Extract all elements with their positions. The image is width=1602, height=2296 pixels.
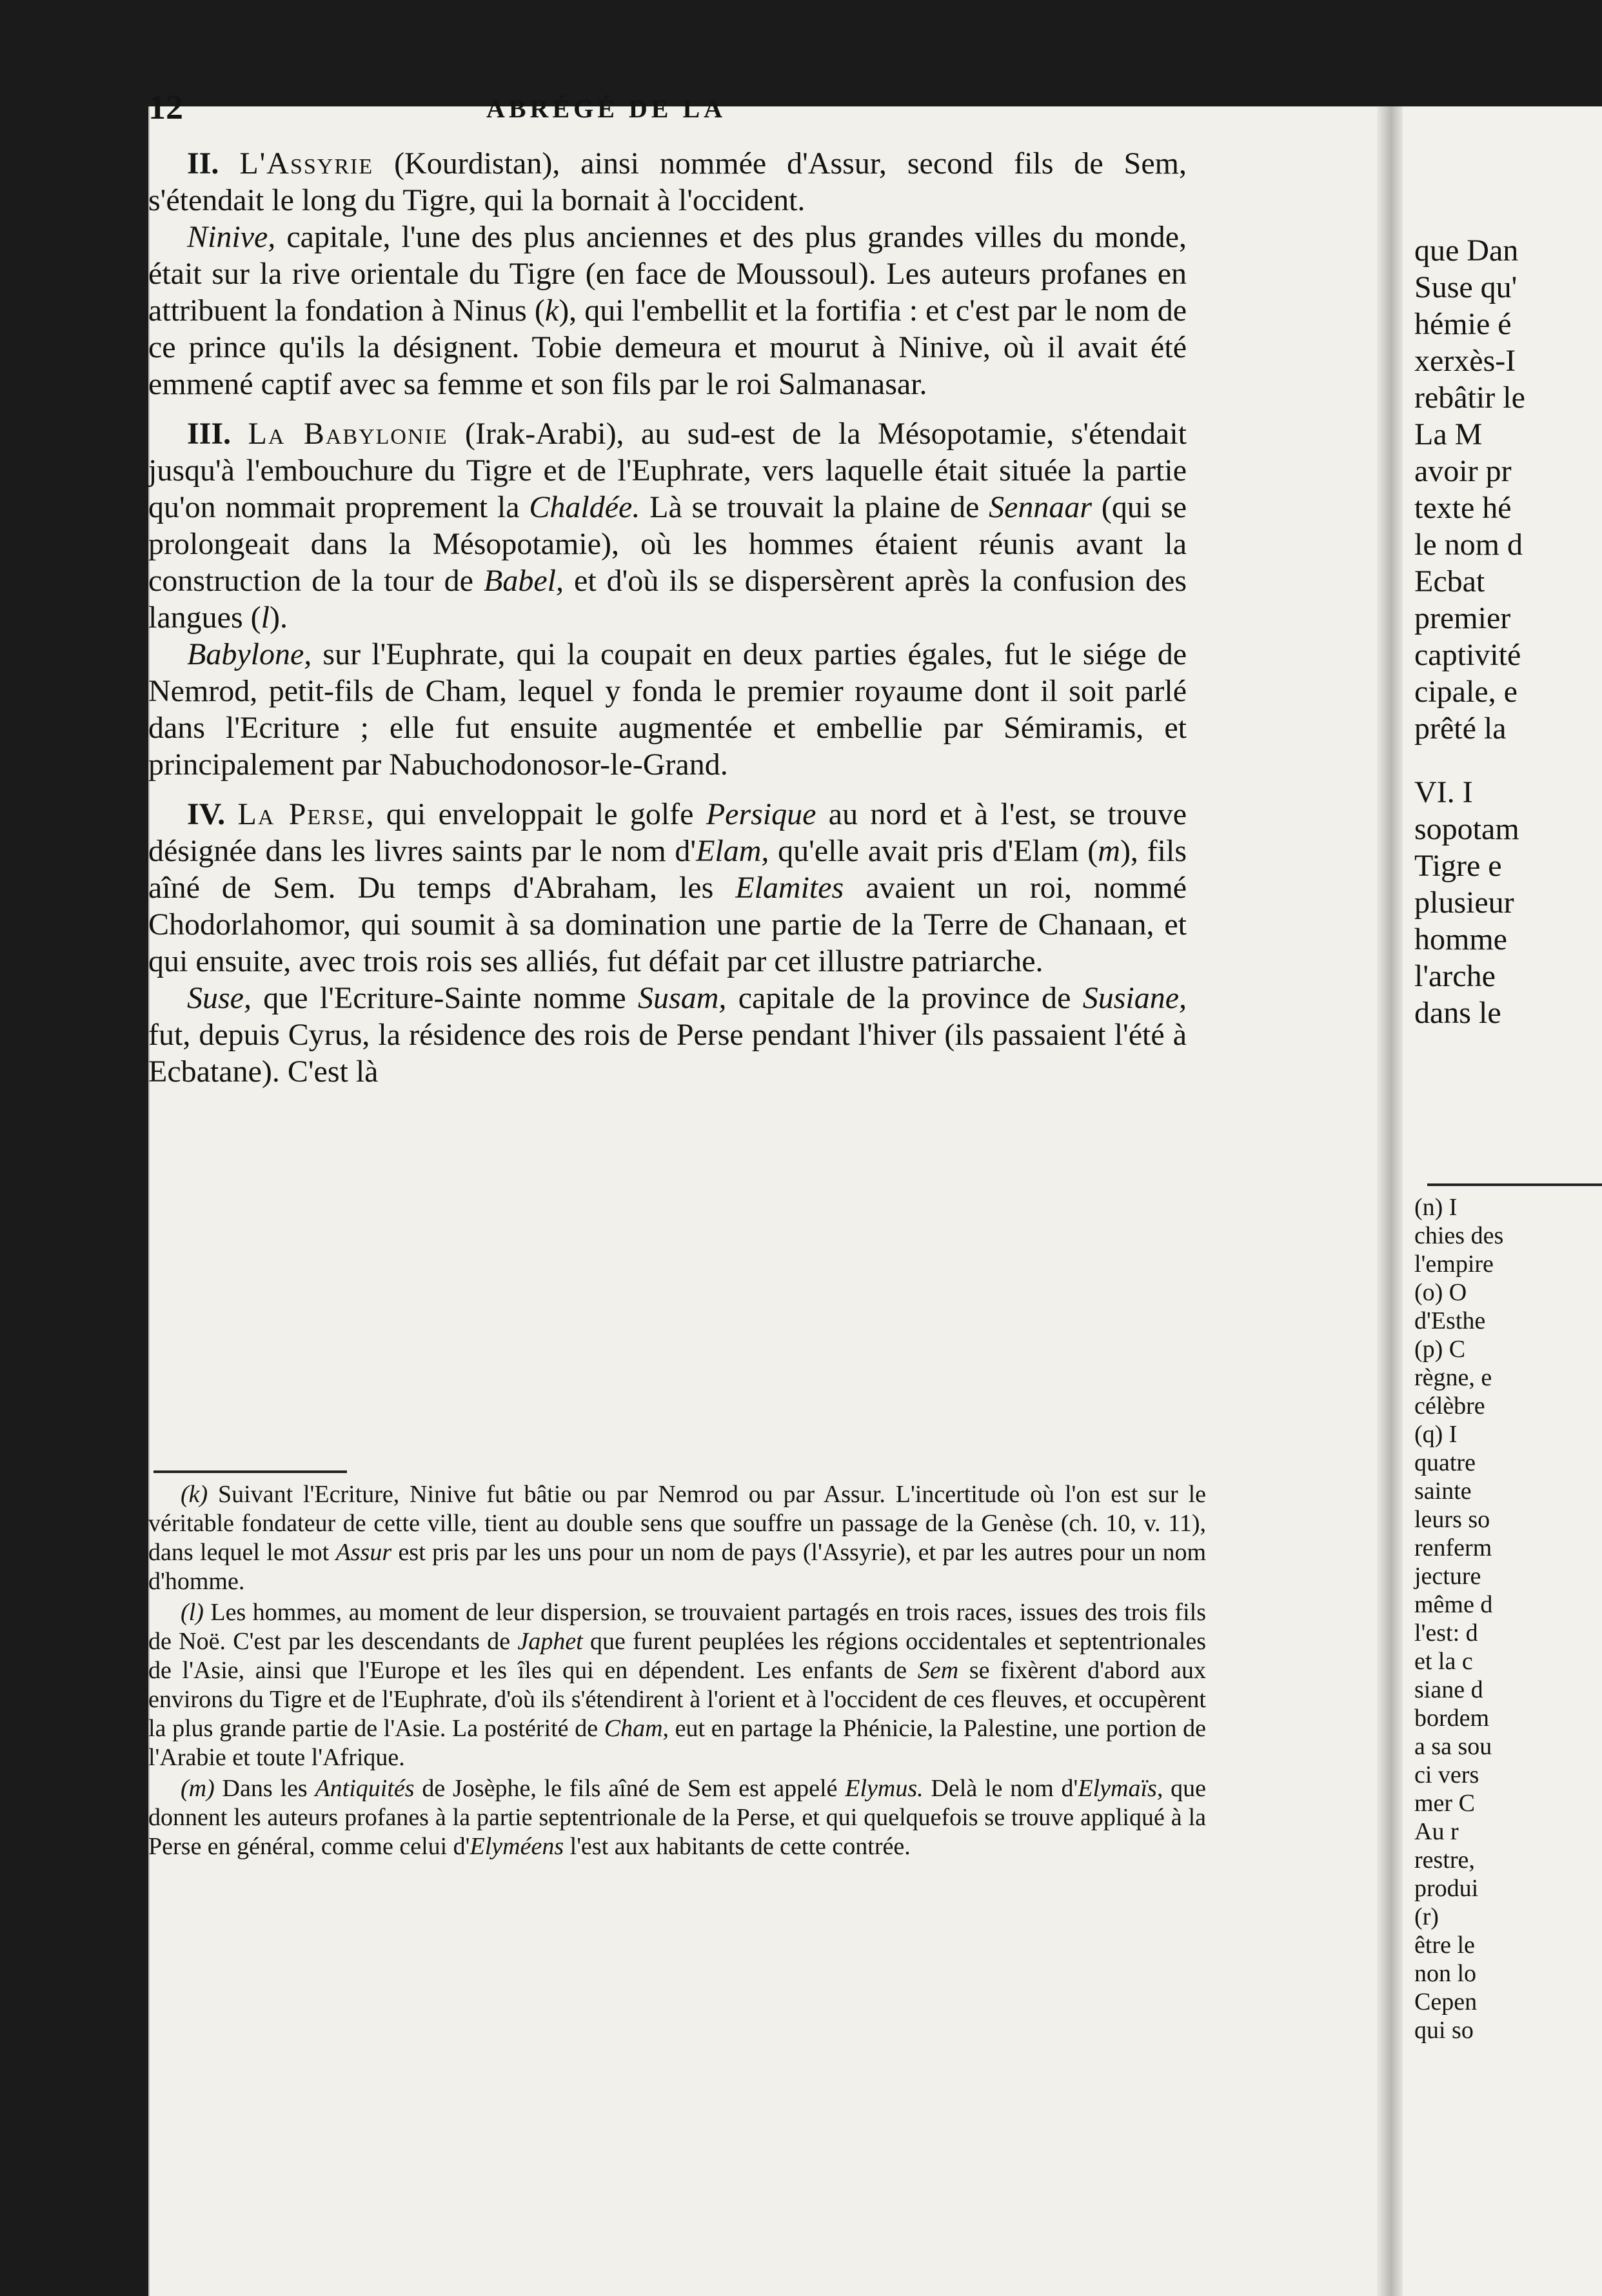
right-page-line: (n) I <box>1414 1194 1458 1221</box>
footnote-text: est pris par les uns pour un nom de pays (l'Assyrie), et par les autres pour un nom d'homme. <box>148 1539 1207 1595</box>
right-page-line: sainte <box>1414 1478 1472 1505</box>
right-page-line: produi <box>1414 1875 1479 1902</box>
right-page-line: leurs so <box>1414 1506 1490 1533</box>
paragraph-text: capitale, l'une des plus anciennes et des plus grandes villes du monde, était sur la rive orientale du Tigre (en face de Moussoul). Les auteurs profanes en attribuent la fondation à Ninus ( <box>148 220 1187 328</box>
place-name: Elam, <box>696 834 769 868</box>
footnote-text: l'est aux habitants de cette contrée. <box>564 1833 911 1860</box>
footnote-text: Delà le nom d' <box>923 1775 1078 1802</box>
footnote-m <box>148 1774 1206 1861</box>
place-name: Susiane, <box>1082 981 1187 1015</box>
paragraph-babylone <box>148 636 1187 783</box>
right-page-line: sopotam <box>1414 812 1519 846</box>
page-number: 12 <box>148 88 183 126</box>
footnote-text: Suivant l'Ecriture, Ninive fut bâtie ou par Nemrod ou par Assur. L'incertitude où l'on est sur le véritable fondateur de cette ville, tient au double sens que souffre un passage de la Genèse (ch. 10, v. 11), dans lequel le mot <box>148 1481 1206 1566</box>
italic-term: Cham, <box>604 1715 669 1742</box>
right-page-line: que Dan <box>1414 233 1519 268</box>
right-page-line: plusieur <box>1414 886 1514 920</box>
right-page-line: célèbre <box>1414 1392 1485 1420</box>
paragraph-ninive <box>148 219 1187 402</box>
right-page-line: hémie é <box>1414 307 1512 341</box>
paragraph-text: ). <box>269 600 288 635</box>
right-page-line: chies des <box>1414 1222 1504 1249</box>
footnote-k <box>148 1480 1206 1596</box>
right-page-line: et la c <box>1414 1648 1473 1675</box>
footnote-text: eut en partage la Phénicie, la Palestine, une portion de l'Arabie et toute l'Afrique. <box>148 1715 1206 1771</box>
paragraph-suse <box>148 980 1187 1090</box>
city-name: Ninive, <box>187 220 276 254</box>
right-page-line: rebâtir le <box>1414 381 1525 415</box>
footnote-text: Les hommes, au moment de leur dispersion, se trouvaient partagés en trois races, issues des trois fils de Noë. C'est par les descendants de <box>148 1599 1206 1655</box>
right-page-line: La M <box>1414 417 1483 451</box>
footnote-mark: (k) <box>181 1481 208 1508</box>
footnote-text: que donnent les auteurs profanes à la partie septentrionale de la Perse, et qui quelquefois se trouve appliqué à la Perse en général, comme celui d' <box>148 1775 1207 1860</box>
section-number: III. <box>187 417 232 451</box>
right-page-line: cipale, e <box>1414 675 1518 709</box>
right-page-line: dans le <box>1414 996 1501 1030</box>
footnote-ref: k <box>544 293 559 328</box>
paragraph-text: qu'elle avait pris d'Elam ( <box>769 834 1098 868</box>
right-page-line: jecture <box>1414 1563 1481 1590</box>
right-page-line: Au r <box>1414 1818 1459 1845</box>
right-page-line: le nom d <box>1414 528 1523 562</box>
italic-term: Sem <box>917 1657 959 1684</box>
paragraph-text: que l'Ecriture-Sainte nomme <box>251 981 638 1015</box>
right-page-line: mer C <box>1414 1790 1475 1817</box>
italic-term: Elymaïs, <box>1078 1775 1163 1802</box>
right-page-line: quatre <box>1414 1449 1476 1476</box>
page-gutter <box>1377 106 1403 2296</box>
paragraph-text: ), fils aîné de Sem. Du temps d'Abraham, les <box>148 834 1187 905</box>
right-page-line <box>1414 747 1602 774</box>
footnote-l <box>148 1598 1206 1772</box>
place-name: Susam, <box>638 981 727 1015</box>
paragraph-babylonie <box>148 415 1187 636</box>
footnote-mark: (l) <box>181 1599 204 1626</box>
right-page-line: restre, <box>1414 1846 1475 1874</box>
right-page-footnotes <box>1414 1193 1602 2044</box>
footnotes <box>148 1480 1206 1863</box>
right-page-line: Ecbat <box>1414 564 1485 599</box>
right-page-line: Cepen <box>1414 1988 1478 2015</box>
main-text <box>148 145 1187 1103</box>
right-page-line: l'arche <box>1414 959 1496 993</box>
place-name: Sennaar <box>989 490 1093 524</box>
right-page-line: a sa sou <box>1414 1733 1492 1760</box>
running-head: ABRÉGÉ DE LA <box>486 94 727 123</box>
footnote-ref: l <box>261 600 270 635</box>
section-number: IV. <box>187 797 226 831</box>
right-page-line: l'est: d <box>1414 1619 1478 1647</box>
footnote-text: Dans les <box>214 1775 315 1802</box>
section-title: La Perse <box>237 797 366 831</box>
city-name: Suse, <box>187 981 252 1015</box>
right-page-line: texte hé <box>1414 491 1512 525</box>
right-page-line: VI. I <box>1414 775 1473 809</box>
right-page-line: même d <box>1414 1591 1493 1618</box>
paragraph-text: sur l'Euphrate, qui la coupait en deux parties égales, fut le siége de Nemrod, petit-fils de Cham, lequel y fonda le premier royaume dont il soit parlé dans l'Ecriture ; elle fut ensuite augmentée et embellie par Sémiramis, et principalement par Nabuchodonosor-le-Grand. <box>148 637 1187 782</box>
right-page-line: (r) <box>1414 1903 1439 1930</box>
place-name: Persique <box>706 797 816 831</box>
paragraph-perse <box>148 796 1187 980</box>
right-page-line: d'Esthe <box>1414 1307 1486 1334</box>
right-page-line: avoir pr <box>1414 454 1512 488</box>
right-page-line: (q) I <box>1414 1421 1458 1448</box>
right-page-line: premier <box>1414 601 1511 635</box>
place-name: Chaldée. <box>529 490 640 524</box>
paragraph-text: avaient un roi, nommé Chodorlahomor, qui soumit à sa domination une partie de la Terre de Chanaan, et qui ensuite, avec trois rois ses alliés, fut défait par cet illustre patriarche. <box>148 871 1187 978</box>
right-page-line: l'empire <box>1414 1251 1494 1278</box>
footnote-mark: (m) <box>181 1775 215 1802</box>
right-page-line: règne, e <box>1414 1364 1492 1391</box>
right-page-line: bordem <box>1414 1705 1490 1732</box>
paragraph-text: (qui se prolongeait dans la Mésopotamie), où les hommes étaient réunis avant la construction de la tour de <box>148 490 1187 598</box>
paragraph-text: au nord et à l'est, se trouve désignée dans les livres saints par le nom d' <box>148 797 1187 868</box>
right-page-line: siane d <box>1414 1676 1483 1703</box>
right-page-line: prêté la <box>1414 711 1507 746</box>
right-page-line: être le <box>1414 1932 1475 1959</box>
paragraph-assyrie <box>148 145 1187 219</box>
right-page <box>1403 106 1602 2296</box>
italic-term: Assur <box>335 1539 392 1566</box>
page-header <box>148 87 1064 132</box>
right-page-line: xerxès-I <box>1414 344 1516 378</box>
right-page-line: captivité <box>1414 638 1521 672</box>
footnote-rule <box>153 1470 347 1473</box>
right-page-line: (o) O <box>1414 1279 1467 1306</box>
paragraph-text: (Irak-Arabi), au sud-est de la Mésopotamie, s'étendait jusqu'à l'embouchure du Tigre et de l'Euphrate, vers laquelle était située la partie qu'on nommait proprement la <box>148 417 1187 524</box>
footnote-text: de Josèphe, le fils aîné de Sem est appelé <box>414 1775 846 1802</box>
right-page-text <box>1414 232 1602 1031</box>
paragraph-text: Là se trouvait la plaine de <box>640 490 989 524</box>
section-title: La Babylonie <box>248 417 448 451</box>
right-footnote-rule <box>1427 1183 1602 1186</box>
place-name: Babel, <box>484 564 564 598</box>
paragraph-text: ), qui l'embellit et la fortifia : et c'est par le nom de ce prince qu'ils la désignent. Tobie demeura et mourut à Ninive, où il avait été emmené captif avec sa femme et son fils par le roi Salmanasar. <box>148 293 1187 401</box>
people-name: Elamites <box>735 871 844 905</box>
right-page-line: ci vers <box>1414 1761 1479 1788</box>
section-number: II. <box>187 146 219 181</box>
footnote-text: que furent peuplées les régions occidentales et septentrionales de l'Asie, ainsi que l'Europe et les îles qui en dépendent. Les enfants de <box>148 1628 1206 1684</box>
footnote-text: se fixèrent d'abord aux environs du Tigre et de l'Euphrate, d'où ils s'étendirent à l'orient et à l'occident de ces fleuves, et occupèrent la plus grande partie de l'Asie. La postérité de <box>148 1657 1206 1742</box>
right-page-line: renferm <box>1414 1534 1492 1561</box>
paragraph-text: , qui enveloppait le golfe <box>366 797 706 831</box>
right-page-line: (p) C <box>1414 1336 1466 1363</box>
city-name: Babylone, <box>187 637 312 671</box>
right-page-line: Tigre e <box>1414 849 1502 883</box>
right-page-line: non lo <box>1414 1960 1477 1987</box>
italic-term: Elyméens <box>470 1833 564 1860</box>
footnote-ref: m <box>1098 834 1120 868</box>
italic-term: Antiquités <box>315 1775 415 1802</box>
paragraph-text: (Kourdistan), ainsi nommée d'Assur, second fils de Sem, s'étendait le long du Tigre, qui la bornait à l'occident. <box>148 146 1187 217</box>
italic-term: Japhet <box>517 1628 583 1655</box>
section-title: L'Assyrie <box>239 146 374 181</box>
right-page-line: qui so <box>1414 2017 1474 2044</box>
paragraph-text: fut, depuis Cyrus, la résidence des rois de Perse pendant l'hiver (ils passaient l'été à Ecbatane). C'est là <box>148 1018 1187 1089</box>
paragraph-text: et d'où ils se dispersèrent après la confusion des langues ( <box>148 564 1187 635</box>
right-page-line: homme <box>1414 922 1507 956</box>
italic-term: Elymus. <box>845 1775 924 1802</box>
paragraph-text: capitale de la province de <box>726 981 1083 1015</box>
right-page-line: Suse qu' <box>1414 270 1518 304</box>
